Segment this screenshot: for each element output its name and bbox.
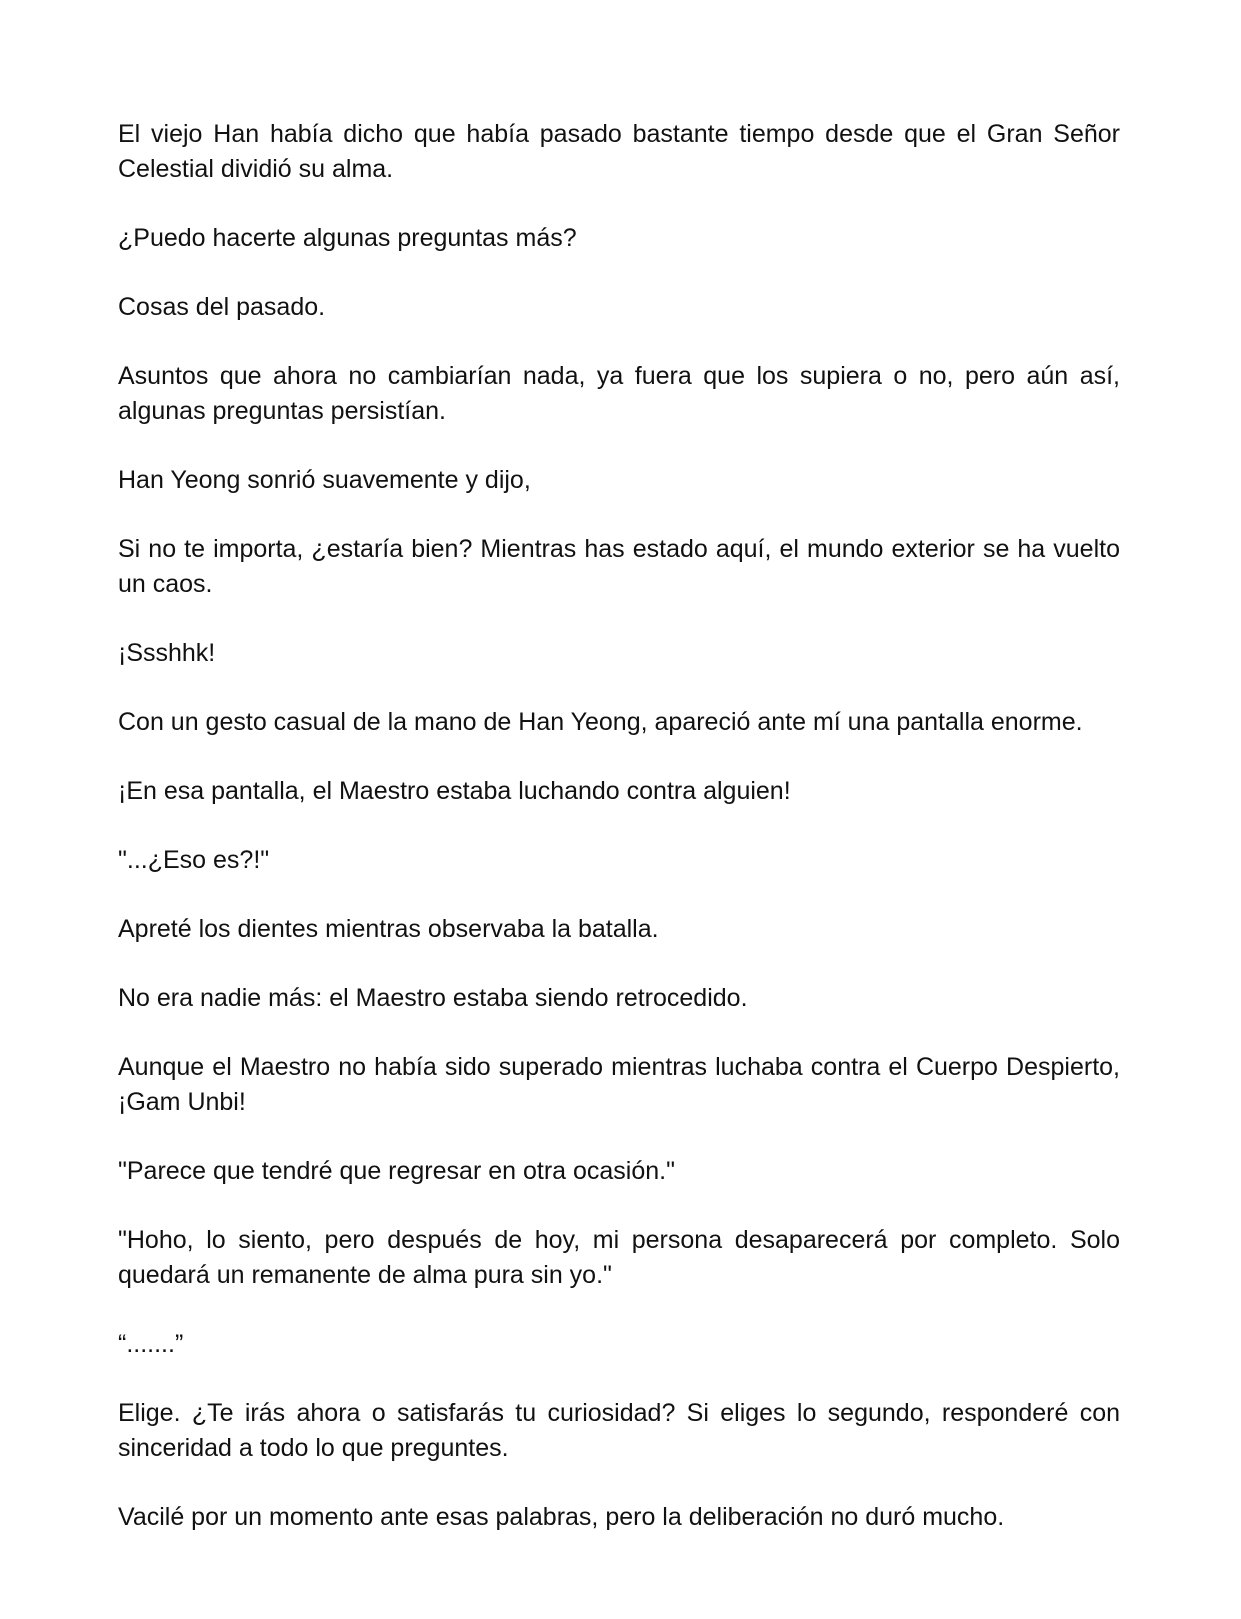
document-body <box>118 117 1120 1569</box>
paragraph: "...¿Eso es?!" <box>118 846 270 874</box>
paragraph: El viejo Han había dicho que había pasado bastante tiempo desde que el Gran Señor Celestial dividió su alma. <box>118 120 1120 183</box>
paragraph: No era nadie más: el Maestro estaba siendo retrocedido. <box>118 984 748 1012</box>
paragraph: ¿Puedo hacerte algunas preguntas más? <box>118 224 577 252</box>
paragraph: “.......” <box>118 1330 184 1358</box>
paragraph: Elige. ¿Te irás ahora o satisfarás tu curiosidad? Si eliges lo segundo, responderé con sinceridad a todo lo que preguntes. <box>118 1399 1120 1462</box>
paragraph: "Parece que tendré que regresar en otra ocasión." <box>118 1157 675 1185</box>
paragraph: Si no te importa, ¿estaría bien? Mientras has estado aquí, el mundo exterior se ha vuelto un caos. <box>118 535 1120 598</box>
paragraph: ¡Ssshhk! <box>118 639 216 667</box>
paragraph: ¡En esa pantalla, el Maestro estaba luchando contra alguien! <box>118 777 791 805</box>
paragraph: "Hoho, lo siento, pero después de hoy, mi persona desaparecerá por completo. Solo quedará un remanente de alma pura sin yo." <box>118 1226 1120 1289</box>
paragraph: Cosas del pasado. <box>118 293 326 321</box>
paragraph: Apreté los dientes mientras observaba la batalla. <box>118 915 659 943</box>
paragraph: Con un gesto casual de la mano de Han Yeong, apareció ante mí una pantalla enorme. <box>118 708 1083 736</box>
paragraph: Asuntos que ahora no cambiarían nada, ya fuera que los supiera o no, pero aún así, algunas preguntas persistían. <box>118 362 1120 425</box>
paragraph: Aunque el Maestro no había sido superado mientras luchaba contra el Cuerpo Despierto, ¡Gam Unbi! <box>118 1053 1120 1116</box>
paragraph: Han Yeong sonrió suavemente y dijo, <box>118 466 531 494</box>
paragraph: Vacilé por un momento ante esas palabras, pero la deliberación no duró mucho. <box>118 1503 1005 1531</box>
